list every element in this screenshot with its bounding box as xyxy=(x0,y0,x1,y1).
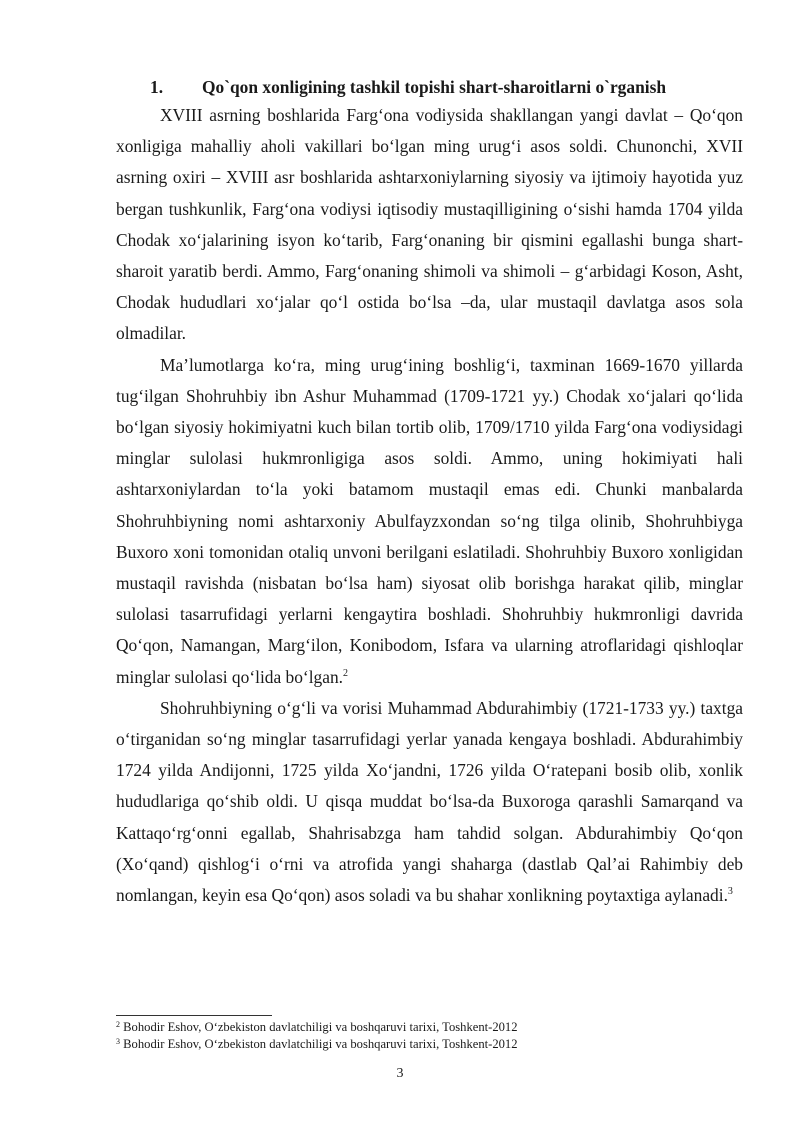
footnote-reference: 2 xyxy=(343,667,349,679)
footnote-mark: 3 xyxy=(116,1036,120,1046)
body-text xyxy=(116,100,743,911)
footnote-reference: 3 xyxy=(727,886,733,898)
footnote-separator xyxy=(116,1015,272,1016)
section-number: 1. xyxy=(150,77,164,97)
footnote-mark: 2 xyxy=(116,1020,120,1029)
paragraph xyxy=(116,350,743,693)
paragraph xyxy=(116,693,743,911)
footnotes xyxy=(116,1019,756,1052)
footnote-text: Bohodir Eshov, O‘zbekiston davlatchiligi va boshqaruvi tarixi, Toshkent-2012 xyxy=(120,1036,518,1051)
section-title: Qo`qon xonligining tashkil topishi shart-sharoitlarni o`rganish xyxy=(202,77,667,97)
paragraph xyxy=(116,100,743,350)
footnote-text: Bohodir Eshov, O‘zbekiston davlatchiligi va boshqaruvi tarixi, Toshkent-2012 xyxy=(120,1020,518,1034)
paragraph-text: Ma’lumotlarga ko‘ra, ming urug‘ining boshlig‘i, taxminan 1669-1670 yillarda tug‘ilgan Shohruhbiy ibn Ashur Muhammad (1709-1721 yy.) Chodak xo‘jalari qo‘lida bo‘lgan siyosiy hokimiyatni kuch bilan tortib olib, 1709/1710 yilda Farg‘ona vodiysidagi minglar sulolasi hukmronligiga asos soldi. Ammo, uning hokimiyati hali ashtarxoniylardan to‘la yoki batamom mustaqil emas edi. Chunki manbalarda Shohruhbiyning nomi ashtarxoniy Abulfayzxondan so‘ng tilga olinib, Shohruhbiyga Buxoro xoni tomonidan otaliq unvoni berilgani eslatiladi. Shohruhbiy Buxoro xonligidan mustaqil ravishda (nisbatan bo‘lsa ham) siyosat olib borishga harakat qilib, minglar sulolasi tasarrufidagi yerlarni kengaytira boshladi. Shohruhbiy hukmronligi davrida Qo‘qon, Namangan, Marg‘ilon, Konibodom, Isfara va ularning atroflaridagi qishloqlar minglar sulolasi qo‘lida bo‘lgan. xyxy=(116,354,743,687)
paragraph-text: Shohruhbiyning o‘g‘li va vorisi Muhammad Abdurahimbiy (1721-1733 yy.) taxtga o‘tirganidan so‘ng minglar tasarrufidagi yerlar yanada kengaya boshladi. Abdurahimbiy 1724 yilda Andijonni, 1725 yilda Xo‘jandni, 1726 yilda O‘ratepani bosib olib, xonlik hududlariga qo‘shib oldi. U qisqa muddat bo‘lsa-da Buxoroga qarashli Samarqand va Kattaqo‘rg‘onni egallab, Shahrisabzga ham tahdid solgan. Abdurahimbiy Qo‘qon (Xo‘qand) qishlog‘i o‘rni va atrofida yangi shaharga (dastlab Qal’ai Rahimbiy deb nomlangan, keyin esa Qo‘qon) asos soladi va bu shahar xonlikning poytaxtiga aylanadi. xyxy=(116,697,743,906)
paragraph-text: XVIII asrning boshlarida Farg‘ona vodiysida shakllangan yangi davlat – Qo‘qon xonligiga mahalliy aholi vakillari bo‘lgan ming urug‘i asos soldi. Chunonchi, XVII asrning oxiri – XVIII asr boshlarida ashtarxoniylarning siyosiy va ijtimoiy hayotida yuz bergan tushkunlik, Farg‘ona vodiysi iqtisodiy mustaqilligining o‘sishi hamda 1704 yilda Chodak xo‘jalarining isyon ko‘tarib, Farg‘onaning bir qismini egallashi bunga shart-sharoit yaratib berdi. Ammo, Farg‘onaning shimoli va shimoli – g‘arbidagi Koson, Asht, Chodak hududlari xo‘jalar qo‘l ostida bo‘lsa –da, ular mustaqil davlatga asos sola olmadilar. xyxy=(116,105,743,344)
footnote xyxy=(116,1036,756,1053)
footnote xyxy=(116,1019,756,1036)
page-number: 3 xyxy=(396,1066,404,1081)
